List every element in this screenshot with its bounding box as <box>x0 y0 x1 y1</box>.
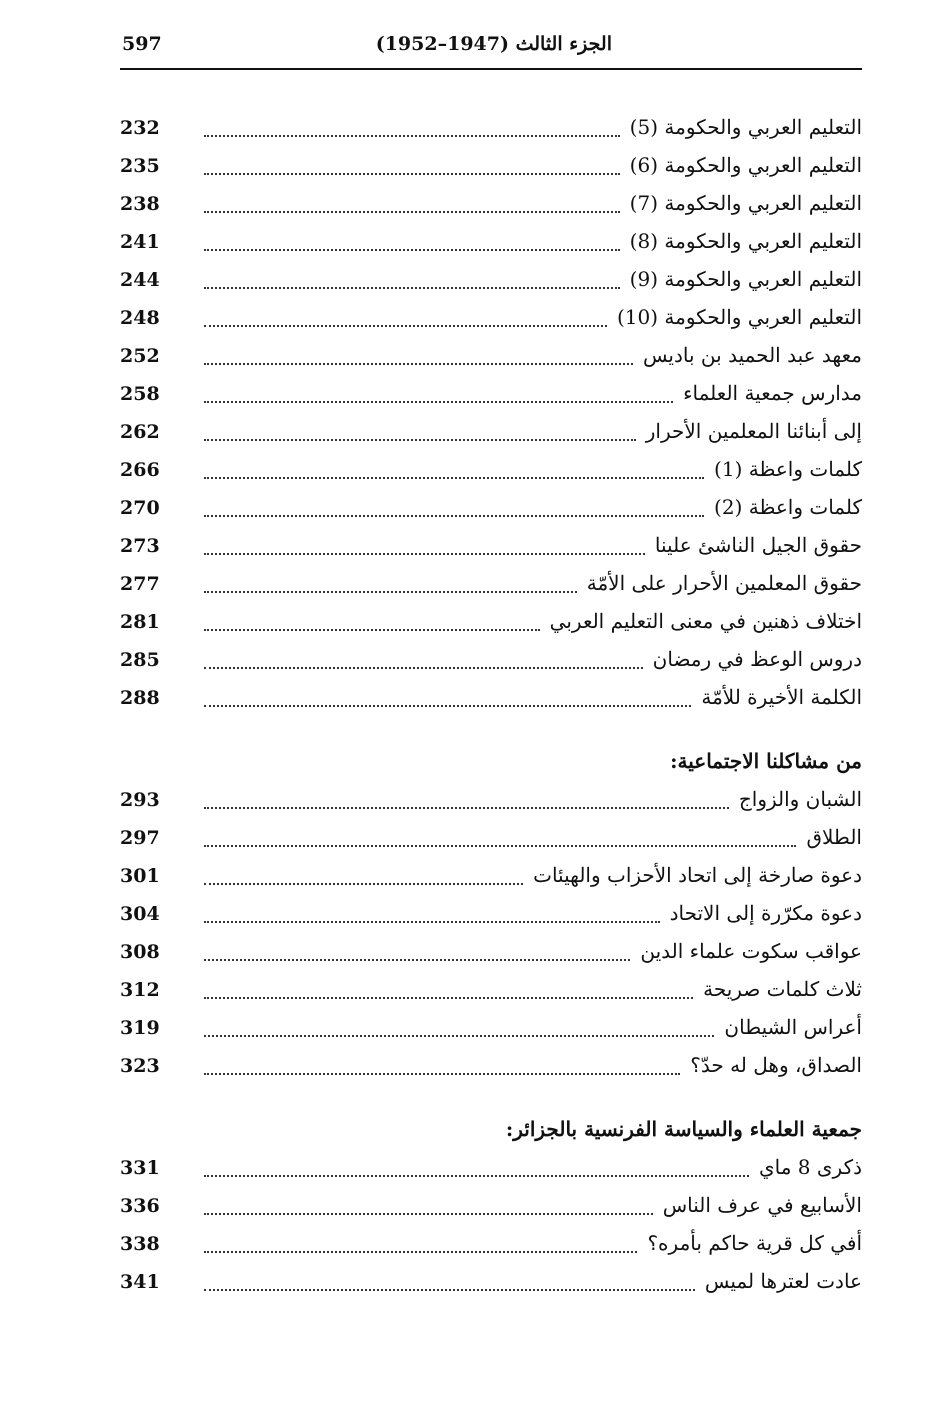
toc-entry-title: إلى أبنائنا المعلمين الأحرار <box>645 419 862 443</box>
toc-entry <box>120 970 862 1008</box>
toc-entry-title: التعليم العربي والحكومة (8) <box>629 229 862 253</box>
toc-entry-page-number: 277 <box>120 573 160 595</box>
dot-leader <box>204 249 620 251</box>
dot-leader <box>204 667 643 669</box>
dot-leader <box>204 439 636 441</box>
toc-entry <box>120 298 862 336</box>
toc-entry <box>120 222 862 260</box>
toc-entry <box>120 1008 862 1046</box>
toc-entry <box>120 374 862 412</box>
dot-leader <box>204 1213 653 1215</box>
toc-entry-page-number: 273 <box>120 535 160 557</box>
toc-entry <box>120 1186 862 1224</box>
toc-entry <box>120 146 862 184</box>
toc-entry <box>120 108 862 146</box>
toc-entry-page-number: 235 <box>120 155 160 177</box>
toc-entry-page-number: 323 <box>120 1055 160 1077</box>
toc-entry-page-number: 301 <box>120 865 160 887</box>
toc-entry <box>120 640 862 678</box>
toc-entry-title: كلمات واعظة (1) <box>714 457 862 481</box>
dot-leader <box>204 1289 695 1291</box>
toc-entry-page-number: 341 <box>120 1271 160 1293</box>
toc-entry <box>120 818 862 856</box>
running-header <box>120 28 862 68</box>
toc-entry-page-number: 312 <box>120 979 160 1001</box>
section-heading: جمعية العلماء والسياسة الفرنسية بالجزائر: <box>505 1117 862 1141</box>
header-rule <box>120 68 862 70</box>
toc-entry <box>120 932 862 970</box>
toc-section <box>120 742 862 1084</box>
dot-leader <box>204 959 630 961</box>
dot-leader <box>204 553 645 555</box>
toc-entry-page-number: 232 <box>120 117 160 139</box>
running-header-title: الجزء الثالث (1947–1952) <box>375 33 612 55</box>
table-of-contents <box>120 108 862 1300</box>
toc-entry-page-number: 262 <box>120 421 160 443</box>
toc-entry <box>120 526 862 564</box>
toc-entry-page-number: 285 <box>120 649 160 671</box>
toc-entry-title: التعليم العربي والحكومة (7) <box>629 191 862 215</box>
dot-leader <box>204 1073 680 1075</box>
toc-entry-page-number: 248 <box>120 307 160 329</box>
dot-leader <box>204 363 633 365</box>
toc-entry <box>120 564 862 602</box>
toc-entry-title: عواقب سكوت علماء الدين <box>640 939 862 963</box>
toc-entry <box>120 894 862 932</box>
dot-leader <box>204 1035 714 1037</box>
toc-entry <box>120 856 862 894</box>
toc-entry <box>120 1224 862 1262</box>
toc-entry-title: الطلاق <box>806 825 862 849</box>
toc-entry-title: اختلاف ذهنين في معنى التعليم العربي <box>549 609 862 633</box>
toc-entry <box>120 1046 862 1084</box>
toc-entry-title: التعليم العربي والحكومة (5) <box>629 115 862 139</box>
toc-entry-title: التعليم العربي والحكومة (6) <box>629 153 862 177</box>
toc-entry <box>120 184 862 222</box>
dot-leader <box>204 135 620 137</box>
toc-entry-page-number: 270 <box>120 497 160 519</box>
toc-entry-title: الصداق، وهل له حدّ؟ <box>690 1053 862 1077</box>
toc-entry <box>120 260 862 298</box>
dot-leader <box>204 921 660 923</box>
toc-entry-page-number: 288 <box>120 687 160 709</box>
dot-leader <box>204 173 620 175</box>
toc-entry-title: أفي كل قرية حاكم بأمره؟ <box>647 1231 862 1255</box>
toc-entry <box>120 678 862 716</box>
dot-leader <box>204 845 796 847</box>
toc-entry-page-number: 304 <box>120 903 160 925</box>
toc-entry <box>120 412 862 450</box>
toc-section <box>120 108 862 716</box>
toc-entry-title: معهد عبد الحميد بن باديس <box>642 343 862 367</box>
dot-leader <box>204 401 673 403</box>
dot-leader <box>204 883 523 885</box>
toc-entry-page-number: 238 <box>120 193 160 215</box>
toc-entry-title: أعراس الشيطان <box>724 1015 862 1039</box>
toc-entry-title: عادت لعترها لميس <box>704 1269 862 1293</box>
toc-entry-title: ثلاث كلمات صريحة <box>703 977 862 1001</box>
toc-entry <box>120 1148 862 1186</box>
toc-entry <box>120 336 862 374</box>
toc-entry-page-number: 293 <box>120 789 160 811</box>
toc-entry-page-number: 244 <box>120 269 160 291</box>
toc-entry-page-number: 297 <box>120 827 160 849</box>
toc-entry-title: حقوق المعلمين الأحرار على الأمّة <box>586 571 862 595</box>
toc-entry-title: الشبان والزواج <box>738 787 862 811</box>
dot-leader <box>204 1175 749 1177</box>
toc-entry-page-number: 338 <box>120 1233 160 1255</box>
toc-entry-page-number: 308 <box>120 941 160 963</box>
toc-entry-title: الأسابيع في عرف الناس <box>662 1193 862 1217</box>
toc-entry-title: التعليم العربي والحكومة (9) <box>629 267 862 291</box>
toc-entry-page-number: 331 <box>120 1157 160 1179</box>
toc-entry-page-number: 266 <box>120 459 160 481</box>
book-page <box>120 28 862 1388</box>
toc-entry <box>120 488 862 526</box>
toc-entry <box>120 780 862 818</box>
toc-entry-title: الكلمة الأخيرة للأمّة <box>701 685 862 709</box>
toc-entry-title: مدارس جمعية العلماء <box>683 381 862 405</box>
toc-entry-page-number: 281 <box>120 611 160 633</box>
dot-leader <box>204 287 620 289</box>
dot-leader <box>204 325 607 327</box>
toc-entry-title: حقوق الجيل الناشئ علينا <box>654 533 862 557</box>
toc-entry-title: ذكرى 8 ماي <box>758 1155 862 1179</box>
toc-entry-title: دعوة صارخة إلى اتحاد الأحزاب والهيئات <box>533 863 862 887</box>
toc-section <box>120 1110 862 1300</box>
toc-entry-page-number: 336 <box>120 1195 160 1217</box>
running-header-page-number: 597 <box>122 33 162 55</box>
dot-leader <box>204 211 620 213</box>
section-heading: من مشاكلنا الاجتماعية: <box>670 749 862 773</box>
dot-leader <box>204 1251 637 1253</box>
dot-leader <box>204 591 577 593</box>
toc-entry-title: كلمات واعظة (2) <box>714 495 862 519</box>
toc-entry-title: دعوة مكرّرة إلى الاتحاد <box>669 901 862 925</box>
dot-leader <box>204 807 729 809</box>
toc-entry <box>120 1262 862 1300</box>
toc-entry-page-number: 252 <box>120 345 160 367</box>
toc-entry-title: التعليم العربي والحكومة (10) <box>616 305 862 329</box>
dot-leader <box>204 629 540 631</box>
dot-leader <box>204 705 691 707</box>
toc-entry <box>120 450 862 488</box>
toc-entry-page-number: 319 <box>120 1017 160 1039</box>
dot-leader <box>204 997 693 999</box>
dot-leader <box>204 477 704 479</box>
dot-leader <box>204 515 704 517</box>
toc-entry-page-number: 258 <box>120 383 160 405</box>
toc-entry <box>120 602 862 640</box>
toc-entry-title: دروس الوعظ في رمضان <box>652 647 862 671</box>
toc-entry-page-number: 241 <box>120 231 160 253</box>
